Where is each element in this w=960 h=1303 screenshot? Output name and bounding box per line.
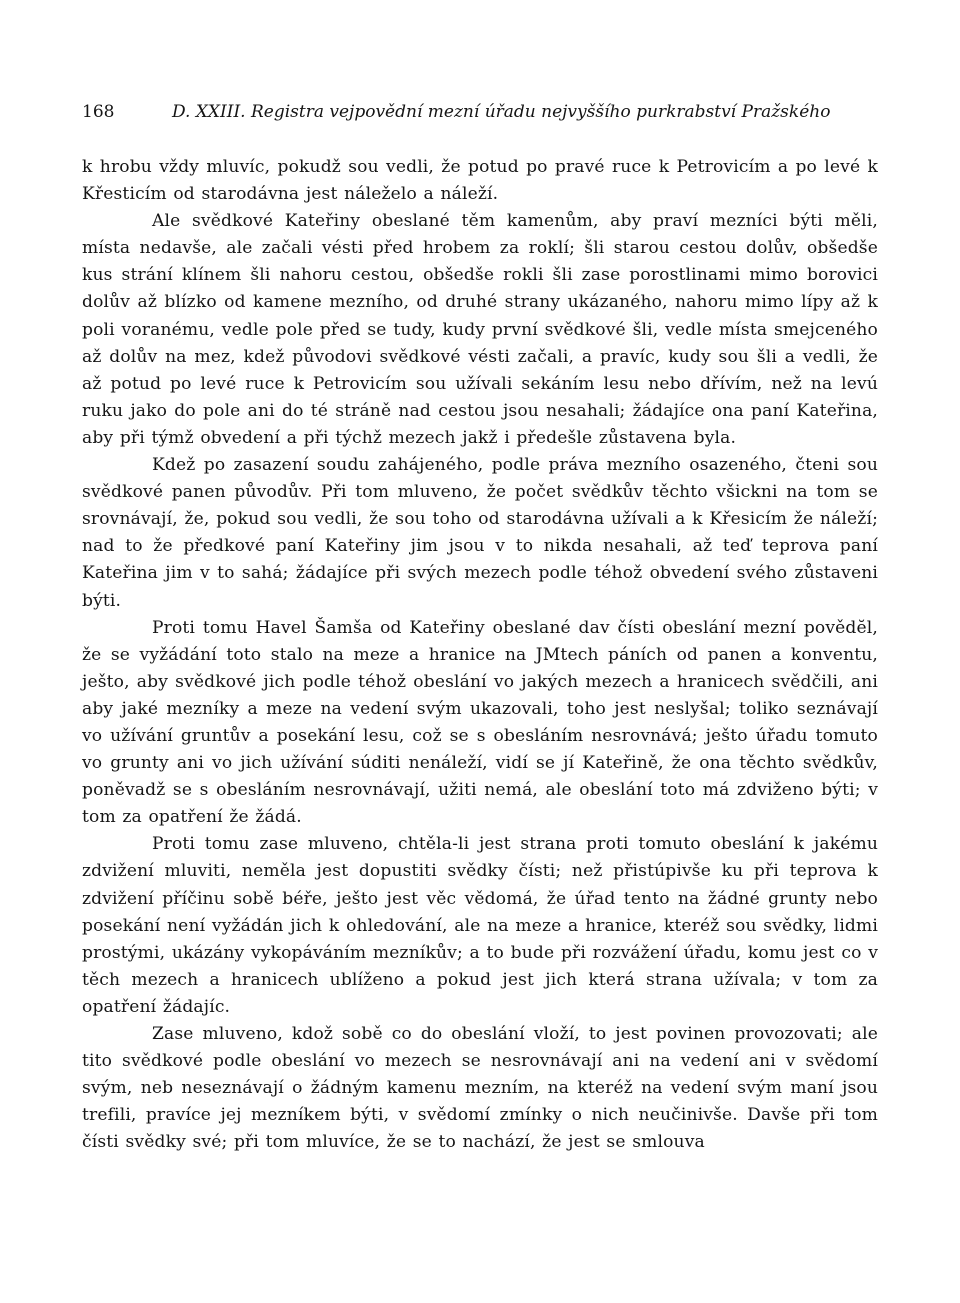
paragraph: Proti tomu Havel Šamša od Kateřiny obeslané dav čísti obeslání mezní povědĕl, že se vyžádání toto stalo na meze a hranice na JMtech páních od panen a konventu, ješto, aby svědkové jich podle téhož obeslání vo jakých mezech a hranicech svědčili, ani aby jaké mezníky a meze na vedení svým ukazovali, toho jest neslyšal; toliko seznávají vo užívání gruntův a posekání lesu, což se s obesláním nesrovnává; ješto úřadu tomuto vo grunty ani vo jich užívání súditi nenáleží, vidí se jí Kateřině, že ona těchto svědkův, poněvadž se s obesláním nesrovnávají, užiti nemá, ale obeslání toto má zdviženo býti; v tom za opatření že žádá. bbox=[82, 617, 878, 828]
paragraph: k hrobu vždy mluvíc, pokudž sou vedli, že potud po pravé ruce k Petrovicím a po levé k Křesticím od starodávna jest náleželo a náleží. bbox=[82, 157, 878, 205]
paragraph: Ale svědkové Kateřiny obeslané těm kamenům, aby praví mezníci býti měli, místa nedavše, ale začali vésti před hrobem za roklí; šli starou cestou dolův, obšedše kus strání klínem šli nahoru cestou, obšedše rokli šli zase porostlinami mimo borovici dolův až blízko od kamene mezního, od druhé strany ukázaného, nahoru mimo lípy až k poli voranému, vedle pole před se tudy, kudy první svědkové šli, vedle místa smejceného až dolův na mez, kdež původovi svědkové vésti začali, a pravíc, kudy sou šli a vedli, že až potud po levé ruce k Petrovicím sou užívali sekáním lesu nebo dřívím, než na levú ruku jako do pole ani do té stráně nad cestou jsou nesahali; žádajíce ona paní Kateřina, aby při týmž obvedení a při týchž mezech jakž i předešle zůstavena byla. bbox=[82, 211, 878, 448]
body-text bbox=[82, 154, 878, 1156]
paragraph: Zase mluveno, kdož sobě co do obeslání vloží, to jest povinen provozovati; ale tito svědkové podle obeslání vo mezech se nesrovnávají ani na vedení ani v svědomí svým, neb neseznávají o žádným kamenu mezním, na kteréž na vedení svým maní jsou trefili, pravíce jej mezníkem býti, v svědomí zmínky o nich neučinivše. Davše při tom čísti svědky své; při tom mluvíce, že se to nachází, že jest se smlouva bbox=[82, 1024, 878, 1153]
running-title: D. XXIII. Registra vejpovědní mezní úřadu nejvyššího purkrabství Pražského bbox=[172, 102, 831, 122]
page-number: 168 bbox=[82, 102, 115, 122]
document-page bbox=[82, 100, 878, 1156]
paragraph: Kdež po zasazení soudu zahájeného, podle práva mezního osazeného, čteni sou svědkové panen původův. Při tom mluveno, že počet svědkův těchto všickni na tom se srovnávají, že, pokud sou vedli, že sou toho od starodávna užívali a k Křesicím že náleží; nad to že předkové paní Kateřiny jim jsou v to nikda nesahali, až teď teprova paní Kateřina jim v to sahá; žádajíce při svých mezech podle téhož obvedení svého zůstaveni býti. bbox=[82, 455, 878, 611]
paragraph: Proti tomu zase mluveno, chtěla-li jest strana proti tomuto obeslání k jakému zdvižení mluviti, neměla jest dopustiti svědky čísti; než přistúpivše ku při teprova k zdvižení příčinu sobě béře, ješto jest věc vědomá, že úřad tento na žádné grunty nebo posekání není vyžádán jich k ohledování, ale na meze a hranice, kteréž sou svědky, lidmi prostými, ukázány vykopáváním mezníkův; a to bude při rozvážení úřadu, komu jest co v těch mezech a hranicech ublíženo a pokud jest jich která strana užívala; v tom za opatření žádajíc. bbox=[82, 834, 878, 1017]
page-header bbox=[82, 100, 878, 124]
